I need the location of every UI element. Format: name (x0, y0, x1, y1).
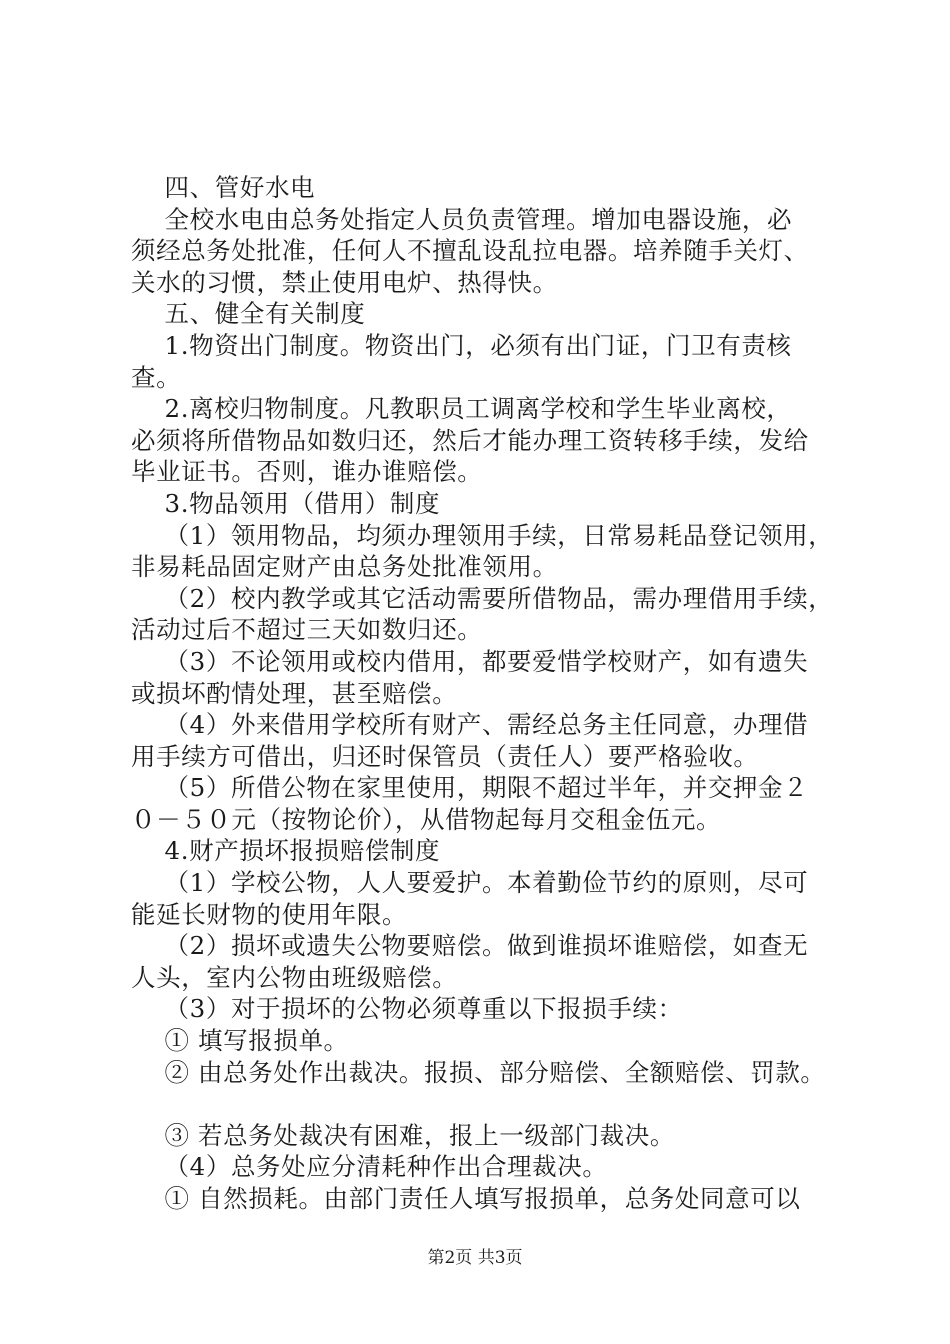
text-line: 2.离校归物制度。凡教职员工调离学校和学生毕业离校， (131, 394, 792, 424)
text-line: 1.物资出门制度。物资出门，必须有出门证，门卫有责核 (131, 330, 792, 360)
text-line: （3）对于损坏的公物必须尊重以下报损手续： (131, 994, 683, 1024)
text-line: 四、管好水电 (131, 173, 316, 202)
text-line: 用手续方可借出，归还时保管员（责任人）要严格验收。 (131, 741, 759, 771)
blank-line (131, 1088, 831, 1120)
text-line: 五、健全有关制度 (131, 299, 366, 329)
text-line: 全校水电由总务处指定人员负责管理。增加电器设施，必 (131, 204, 793, 234)
text-line: （2）校内教学或其它活动需要所借物品，需办理借用手续， (131, 583, 834, 613)
text-line: 4.财产损坏报损赔偿制度 (131, 836, 441, 866)
text-line: （5）所借公物在家里使用，期限不超过半年，并交押金２ (131, 773, 809, 803)
text-line: （1）领用物品，均须办理领用手续，日常易耗品登记领用， (131, 520, 834, 550)
text-line: （2）损坏或遗失公物要赔偿。做到谁损坏谁赔偿，如查无 (131, 931, 809, 961)
text-line: ③ 若总务处裁决有困难，报上一级部门裁决。 (131, 1120, 675, 1150)
text-line: 须经总务处批准，任何人不擅乱设乱拉电器。培养随手关灯、 (131, 236, 809, 266)
text-line: ① 自然损耗。由部门责任人填写报损单，总务处同意可以 (131, 1184, 801, 1213)
page-footer: 第2页 共3页 (427, 1248, 523, 1268)
text-line: ① 填写报损单。 (131, 1026, 349, 1056)
text-line: 或损坏酌情处理，甚至赔偿。 (131, 678, 458, 708)
text-line: 能延长财物的使用年限。 (131, 899, 408, 929)
text-line: 非易耗品固定财产由总务处批准领用。 (131, 552, 558, 582)
document-body (131, 172, 834, 1215)
text-line: 活动过后不超过三天如数归还。 (131, 615, 483, 645)
text-line: （1）学校公物，人人要爱护。本着勤俭节约的原则，尽可 (131, 868, 809, 898)
text-line: 关水的习惯，禁止使用电炉、热得快。 (131, 267, 558, 297)
text-line: 毕业证书。否则，谁办谁赔偿。 (131, 457, 483, 487)
text-line: （4）总务处应分清耗种作出合理裁决。 (131, 1152, 608, 1182)
text-line: ② 由总务处作出裁决。报损、部分赔偿、全额赔偿、罚款。 (131, 1057, 826, 1087)
text-line: ０－５０元（按物论价），从借物起每月交租金伍元。 (131, 804, 722, 834)
text-line: 必须将所借物品如数归还，然后才能办理工资转移手续，发给 (131, 425, 809, 455)
text-line: 查。 (131, 362, 182, 392)
text-line: （4）外来借用学校所有财产、需经总务主任同意，办理借 (131, 710, 809, 740)
text-line: （3）不论领用或校内借用，都要爱惜学校财产，如有遗失 (131, 646, 809, 676)
text-line: 3.物品领用（借用）制度 (131, 488, 441, 518)
text-line: 人头，室内公物由班级赔偿。 (131, 962, 458, 992)
